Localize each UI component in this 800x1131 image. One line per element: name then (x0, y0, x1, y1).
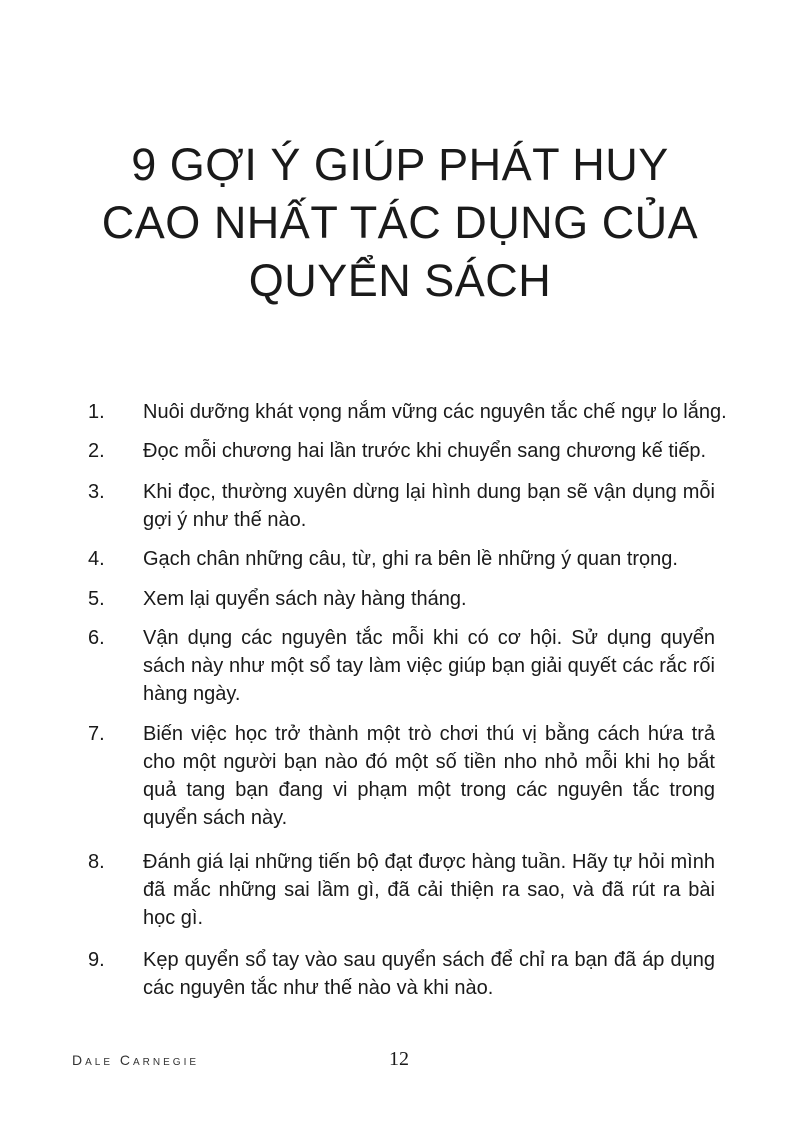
tip-number: 3. (88, 481, 105, 503)
tip-text: Đánh giá lại những tiến bộ đạt được hàng tuần. Hãy tự hỏi mình đã mắc những sai lầm gì, đã cải thiện ra sao, và đã rút ra bài học gì. (143, 851, 715, 929)
tip-number: 6. (88, 627, 105, 649)
tip-number: 2. (88, 440, 105, 462)
page-number: 12 (389, 1048, 409, 1070)
tip-number: 9. (88, 949, 105, 971)
tip-text: Biến việc học trở thành một trò chơi thú vị bằng cách hứa trả cho một người bạn nào đó một số tiền nho nhỏ mỗi khi họ bắt quả tang bạn đang vi phạm một trong các nguyên tắc trong quyển sách này. (143, 723, 715, 829)
page-title (0, 136, 800, 310)
tip-text: Xem lại quyển sách này hàng tháng. (143, 588, 467, 610)
tip-number: 4. (88, 548, 105, 570)
tip-text: Khi đọc, thường xuyên dừng lại hình dung bạn sẽ vận dụng mỗi gợi ý như thế nào. (143, 481, 715, 531)
tip-text: Vận dụng các nguyên tắc mỗi khi có cơ hội. Sử dụng quyển sách này như một sổ tay làm việc giúp bạn giải quyết các rắc rối hàng ngày. (143, 627, 715, 705)
title-line-1: 9 GỢI Ý GIÚP PHÁT HUY (131, 139, 669, 190)
tip-number: 7. (88, 723, 105, 745)
tip-number: 1. (88, 401, 105, 423)
title-line-2: CAO NHẤT TÁC DỤNG CỦA (101, 197, 699, 248)
tip-number: 8. (88, 851, 105, 873)
tip-text: Nuôi dưỡng khát vọng nắm vững các nguyên tắc chế ngự lo lắng. (143, 401, 727, 423)
tip-number: 5. (88, 588, 105, 610)
footer-author: Dale Carnegie (72, 1052, 200, 1068)
title-line-3: QUYỂN SÁCH (248, 255, 552, 306)
tip-text: Gạch chân những câu, từ, ghi ra bên lề những ý quan trọng. (143, 548, 678, 570)
tip-text: Đọc mỗi chương hai lần trước khi chuyển sang chương kế tiếp. (143, 440, 707, 462)
tip-text: Kẹp quyển sổ tay vào sau quyển sách để chỉ ra bạn đã áp dụng các nguyên tắc như thế nào và khi nào. (143, 949, 715, 999)
